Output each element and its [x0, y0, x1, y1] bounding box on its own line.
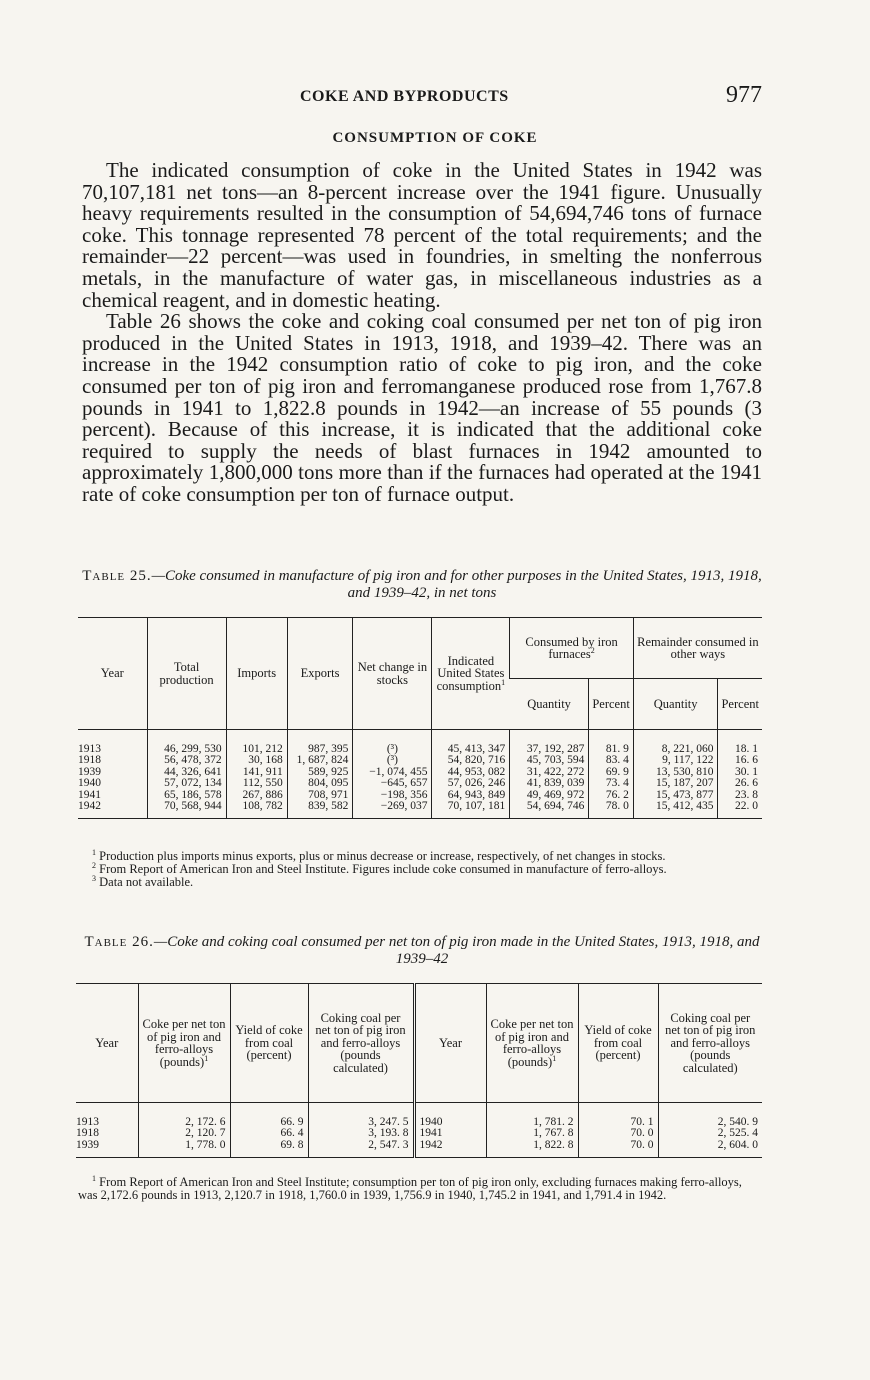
- t26-header-coal-left: Coking coal per net ton of pig iron and ferro-alloys (pounds calculated): [308, 984, 414, 1103]
- table25-caption-text: —Coke consumed in manufacture of pig iron and for other purposes in the United States, 1913, 1918, and 1939–42, in net tons: [151, 568, 762, 601]
- running-head: [0, 82, 870, 112]
- t26-header-coke-left: Coke per net ton of pig iron and ferro-alloys (pounds)$^1$: [138, 984, 230, 1103]
- t25-header-remainder: Remainder consumed in other ways: [633, 618, 762, 679]
- t26-header-yield-right: Yield of coke from coal (percent): [578, 984, 658, 1103]
- table-row: 1913 46, 299, 530 101, 212 987, 395 (³) 45, 413, 347 37, 192, 287 81. 9 8, 221, 060 18. 1: [78, 744, 762, 755]
- table25: [78, 617, 762, 819]
- table-row: 1942 70, 568, 944 108, 782 839, 582 −269, 037 70, 107, 181 54, 694, 746 78. 0 15, 412, 435 22. 0: [78, 801, 762, 819]
- table26-footnotes: [78, 1173, 762, 1202]
- table-row: 1913 2, 172. 6 66. 9 3, 247. 5 1940 1, 781. 2 70. 1 2, 540. 9: [76, 1117, 762, 1128]
- paragraph-1: The indicated consumption of coke in the United States in 1942 was 70,107,181 net tons—an 8-percent increase over the 1941 figure. Unusually heavy requirements resulted in the consumption of 54,694,746 tons of furnace coke. This tonnage represented 78 percent of the total requirements; and the remainder—22 percent—was used in foundries, in smelting the nonferrous metals, in the manufacture of water gas, in miscellaneous industries as a chemical reagent, and in domestic heating.: [82, 158, 762, 312]
- t26-header-coke-right: Coke per net ton of pig iron and ferro-alloys (pounds)$^1$: [486, 984, 578, 1103]
- t26-header-year-right: Year: [414, 984, 486, 1103]
- table25-caption: [80, 568, 764, 602]
- table26-label: Table 26.: [84, 934, 154, 950]
- t25-header-furn-percent: Percent: [589, 679, 633, 730]
- paragraph-2: Table 26 shows the coke and coking coal consumed per net ton of pig iron produced in the United States in 1913, 1918, and 1939–42. There was an increase in the 1942 consumption ratio of coke to pig iron, and the coke consumed per ton of pig iron and ferromanganese produced rose from 1,767.8 pounds in 1941 to 1,822.8 pounds in 1942—an increase of 55 pounds (3 percent). Because of this increase, it is indicated that the additional coke required to supply the needs of blast furnaces in 1942 amounted to approximately 1,800,000 tons more than if the furnaces had operated at the 1941 rate of coke consumption per ton of furnace output.: [82, 309, 762, 506]
- t26-header-coal-right: Coking coal per net ton of pig iron and ferro-alloys (pounds calculated): [658, 984, 762, 1103]
- t25-header-year: Year: [78, 618, 147, 730]
- t25-footnote-1: $^1$ Production plus imports minus exports, plus or minus decrease or increase, respectively, of net changes in stocks.: [92, 847, 666, 863]
- t25-footnote-3: $^3$ Data not available.: [92, 873, 194, 889]
- t25-header-imports: Imports: [226, 618, 287, 730]
- t25-header-by-furnaces: Consumed by iron furnaces$^2$: [510, 618, 634, 679]
- t25-footnote-2: $^2$ From Report of American Iron and Steel Institute. Figures include coke consumed in manufacture of ferro-alloys.: [92, 860, 667, 876]
- table-row: 1918 56, 478, 372 30, 168 1, 687, 824 (³) 54, 820, 716 45, 703, 594 83. 4 9, 117, 122 16. 6: [78, 755, 762, 766]
- t25-header-furn-quantity: Quantity: [510, 679, 589, 730]
- t26-header-yield-left: Yield of coke from coal (percent): [230, 984, 308, 1103]
- table-row: 1940 57, 072, 134 112, 550 804, 095 −645, 657 57, 026, 246 41, 839, 039 73. 4 15, 187, 207 26. 6: [78, 778, 762, 789]
- table-row: 1918 2, 120. 7 66. 4 3, 193. 8 1941 1, 767. 8 70. 0 2, 525. 4: [76, 1128, 762, 1139]
- table25-label: Table 25.: [82, 568, 152, 584]
- t26-footnote-1: $^1$ From Report of American Iron and Steel Institute; consumption per ton of pig iron only, excluding furnaces making ferro-alloys, was 2,172.6 pounds in 1913, 2,120.7 in 1918, 1,760.0 in 1939, 1,756.9 in 1940, 1,745.2 in 1941, and 1,791.4 in 1942.: [78, 1173, 742, 1202]
- running-head-title: COKE AND BYPRODUCTS: [300, 88, 509, 105]
- table26-caption-text: —Coke and coking coal consumed per net ton of pig iron made in the United States, 1913, 1918, and 1939–42: [153, 934, 760, 967]
- page-number: 977: [726, 82, 762, 108]
- table-row: 1939 44, 326, 641 141, 911 589, 925 −1, 074, 455 44, 953, 082 31, 422, 272 69. 9 13, 530, 810 30. 1: [78, 767, 762, 778]
- t25-header-exports: Exports: [287, 618, 353, 730]
- t25-header-indicated: Indicated United States consumption$^1$: [432, 618, 510, 730]
- table26: [76, 983, 762, 1158]
- t25-header-total-production: Total production: [147, 618, 226, 730]
- t25-header-rem-percent: Percent: [718, 679, 762, 730]
- section-title: CONSUMPTION OF COKE: [332, 130, 538, 146]
- table-row: 1941 65, 186, 578 267, 886 708, 971 −198, 356 64, 943, 849 49, 469, 972 76. 2 15, 473, 877 23. 8: [78, 790, 762, 801]
- table-row: 1939 1, 778. 0 69. 8 2, 547. 3 1942 1, 822. 8 70. 0 2, 604. 0: [76, 1140, 762, 1158]
- body-text: [82, 160, 762, 506]
- t26-header-year-left: Year: [76, 984, 138, 1103]
- table25-footnotes: [78, 847, 762, 889]
- table26-caption: [80, 934, 764, 968]
- t25-header-rem-quantity: Quantity: [633, 679, 718, 730]
- t25-header-net-change: Net change in stocks: [353, 618, 432, 730]
